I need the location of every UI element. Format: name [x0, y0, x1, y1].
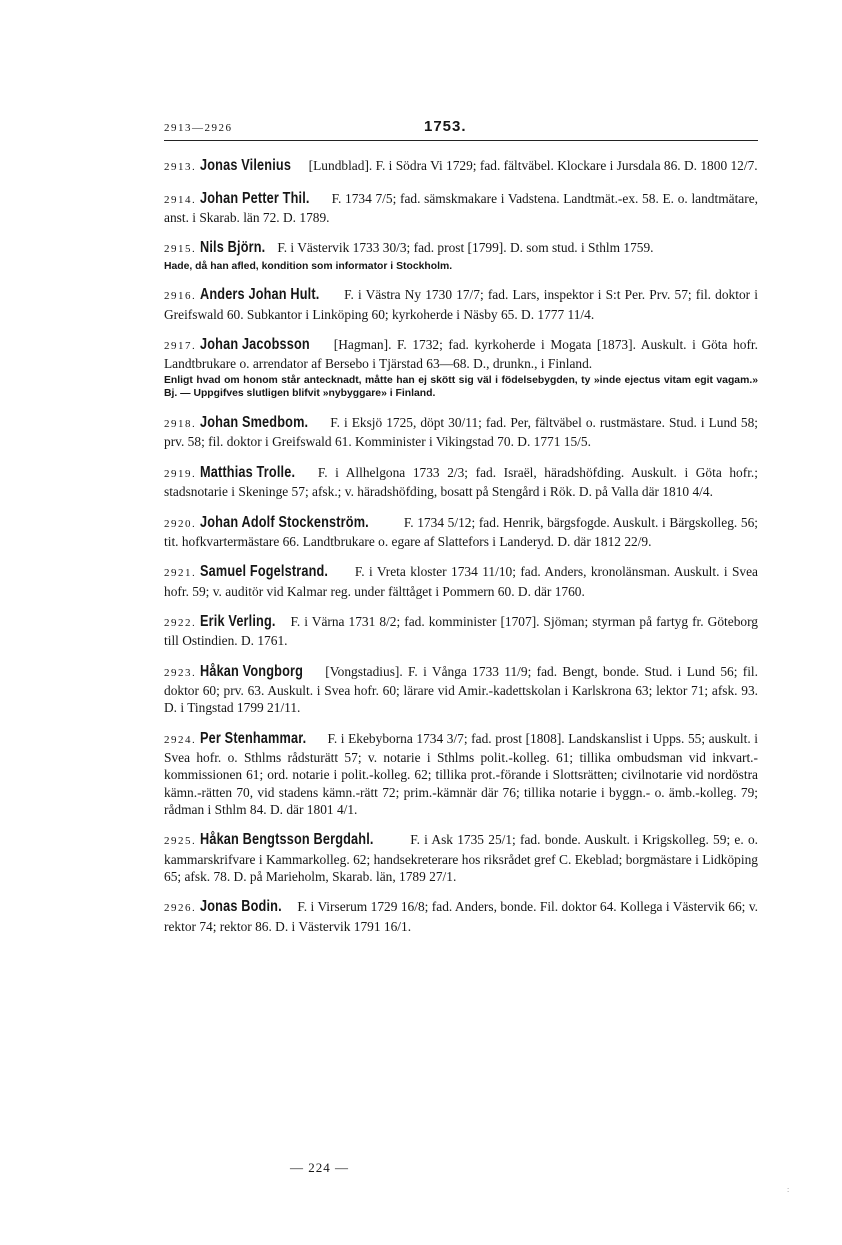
entry-text: F. 1734 5/12; fad. Henrik, bärgsfogde. Auskult. i Bärgskolleg. 56; tit. hofkvartermästare 66. Landtbrukare o. egare af Slattefors i Landeryd. D. där 1812 22/9.	[164, 514, 758, 549]
entry-note: Hade, då han afled, kondition som informator i Stockholm.	[164, 260, 453, 272]
running-header	[164, 118, 758, 141]
entry-text: F. i Västervik 1733 30/3; fad. prost [1799]. D. som stud. i Sthlm 1759.	[273, 240, 654, 256]
entry-2920: 2920. Johan Adolf Stockenström. F. 1734 5/12; fad. Henrik, bärgsfogde. Auskult. i Bärgskolleg. 56; tit. hofkvartermästare 66. Landtbrukare o. egare af Slattefors i Landeryd. D. där 1812 22/9.	[164, 513, 758, 549]
folio-number: 1753.	[424, 118, 467, 135]
entry-name: Håkan Vongborg	[200, 663, 304, 681]
entry-list	[164, 157, 758, 935]
entry-name: Erik Verling.	[200, 613, 276, 631]
entry-name: Jonas Bodin.	[200, 898, 283, 916]
entry-2918: 2918. Johan Smedbom. F. i Eksjö 1725, döpt 30/11; fad. Per, fältväbel o. rustmästare. Stud. i Lund 58; prv. 58; fil. doktor i Greifswald 61. Komminister i Vikingstad 70. D. 1771 15/5.	[164, 414, 758, 450]
entry-name: Johan Petter Thil.	[200, 189, 310, 207]
entry-note: Enligt hvad om honom står antecknadt, måtte han ej skött sig väl i födelsebygden, ty »inde ejectus vitam egit vagam.» Bj. — Uppgifves slutligen blifvit »nybyggare» i Finland.	[164, 374, 758, 400]
entry-name: Johan Jacobsson	[200, 336, 311, 354]
entry-text: [Vongstadius]. F. i Vånga 1733 11/9; fad. Bengt, bonde. Stud. i Lund 56; fil. doktor 60; prv. 63. Auskult. i Svea hofr. 60; lärare vid Amir.-kadettskolan i Karlskrona 63; lektor 71; afsk. 93. D. i Tingstad 1799 21/11.	[164, 664, 758, 716]
entry-2914: 2914. Johan Petter Thil. F. 1734 7/5; fad. sämskmakare i Vadstena. Landtmät.-ex. 58. E. o. landtmätare, anst. i Skarab. län 72. D. 1789.	[164, 189, 758, 225]
entry-text: F. i Ekebyborna 1734 3/7; fad. prost [1808]. Landskanslist i Upps. 55; auskult. i Svea hofr. o. Sthlms rådsturätt 57; v. notarie i Sthlms polit.-kolleg. 61; tillika ombudsman vid inkvart.-kommissionen 61; ord. notarie i polit.-kolleg. 62; tillika prot.-förande i Slottsrätten; civilnotarie vid nordöstra kämn.-rätten 70, vid stadens kämn.-rätt 72; prim.-kämnär där 76; tillika notarie i byggn.- o. ämb.-kolleg. 79; rådman i Sthlm 84. D. där 1801 4/1.	[164, 731, 758, 817]
entry-text: [Lundblad]. F. i Södra Vi 1729; fad. fältväbel. Klockare i Jursdala 86. D. 1800 12/7.	[305, 158, 758, 173]
margin-mark: :	[787, 1185, 790, 1194]
entry-text: [Hagman]. F. 1732; fad. kyrkoherde i Mogata [1873]. Auskult. i Göta hofr. Landtbrukare o. arrendator af Bersebo i Tjärstad 63—68. D., drunkn., i Finland.	[164, 337, 758, 372]
entry-2923: 2923. Håkan Vongborg [Vongstadius]. F. i Vånga 1733 11/9; fad. Bengt, bonde. Stud. i Lund 56; fil. doktor 60; prv. 63. Auskult. i Svea hofr. 60; lärare vid Amir.-kadettskolan i Karlskrona 63; lektor 71; afsk. 93. D. i Tingstad 1799 21/11.	[164, 663, 758, 716]
page-number: — 224 —	[290, 1160, 349, 1175]
entry-text: F. i Vreta kloster 1734 11/10; fad. Anders, kronolänsman. Auskult. i Svea hofr. 59; v. auditör vid Kalmar reg. under fälttåget i Pommern 60. D. där 1760.	[164, 564, 758, 599]
entry-name: Samuel Fogelstrand.	[200, 563, 329, 581]
entry-2926: 2926. Jonas Bodin. F. i Virserum 1729 16/8; fad. Anders, bonde. Fil. doktor 64. Kollega i Västervik 66; v. rektor 74; rektor 86. D. i Västervik 1791 16/1.	[164, 898, 758, 934]
entry-2917: 2917. Johan Jacobsson [Hagman]. F. 1732; fad. kyrkoherde i Mogata [1873]. Auskult. i Göta hofr. Landtbrukare o. arrendator af Bersebo i Tjärstad 63—68. D., drunkn., i Finland. Enligt hvad om honom står antecknadt, måtte han ej skött sig väl i födelsebygden, ty »inde ejectus vitam egit vagam.» Bj. — Uppgifves slutligen blifvit »nybyggare» i Finland.	[164, 336, 758, 400]
entry-text: F. i Virserum 1729 16/8; fad. Anders, bonde. Fil. doktor 64. Kollega i Västervik 66; v. rektor 74; rektor 86. D. i Västervik 1791 16/1.	[164, 899, 758, 934]
entry-name: Johan Smedbom.	[200, 414, 309, 432]
entry-2921: 2921. Samuel Fogelstrand. F. i Vreta kloster 1734 11/10; fad. Anders, kronolänsman. Auskult. i Svea hofr. 59; v. auditör vid Kalmar reg. under fälttåget i Pommern 60. D. där 1760.	[164, 563, 758, 599]
entry-name: Nils Björn.	[200, 239, 266, 257]
entry-name: Jonas Vilenius	[200, 157, 292, 174]
entry-name: Johan Adolf Stockenström.	[200, 513, 370, 531]
entry-2913: 2913. Jonas Vilenius [Lundblad]. F. i Södra Vi 1729; fad. fältväbel. Klockare i Jursdala 86. D. 1800 12/7.	[164, 157, 758, 174]
entry-text: F. i Ask 1735 25/1; fad. bonde. Auskult. i Krigskolleg. 59; e. o. kammarskrifvare i Kammarkolleg. 62; handsekreterare hos riksrådet gref C. Ekeblad; borgmästare i Lidköping 65; afsk. 78. D. på Marieholm, Skarab. län, 1789 27/1.	[164, 832, 758, 884]
entry-text: F. i Eksjö 1725, döpt 30/11; fad. Per, fältväbel o. rustmästare. Stud. i Lund 58; prv. 58; fil. doktor i Greifswald 61. Komminister i Vikingstad 70. D. 1771 15/5.	[164, 415, 758, 450]
entry-text: F. 1734 7/5; fad. sämskmakare i Vadstena. Landtmät.-ex. 58. E. o. landtmätare, anst. i Skarab. län 72. D. 1789.	[164, 190, 758, 225]
entry-text: F. i Västra Ny 1730 17/7; fad. Lars, inspektor i S:t Per. Prv. 57; fil. doktor i Greifswald 60. Subkantor i Linköping 60; kyrkoherde i Näsby 65. D. 1777 11/4.	[164, 287, 758, 322]
document-page	[164, 118, 758, 941]
entry-2922: 2922. Erik Verling. F. i Värna 1731 8/2; fad. komminister [1707]. Sjöman; styrman på fartyg fr. Göteborg till Ostindien. D. 1761.	[164, 613, 758, 649]
entry-2925: 2925. Håkan Bengtsson Bergdahl. F. i Ask 1735 25/1; fad. bonde. Auskult. i Krigskolleg. 59; e. o. kammarskrifvare i Kammarkolleg. 62; handsekreterare hos riksrådet gref C. Ekeblad; borgmästare i Lidköping 65; afsk. 78. D. på Marieholm, Skarab. län, 1789 27/1.	[164, 831, 758, 884]
entry-name: Matthias Trolle.	[200, 463, 296, 481]
entry-text: F. i Allhelgona 1733 2/3; fad. Israël, häradshöfding. Auskult. i Göta hofr.; stadsnotarie i Skeninge 57; afsk.; v. häradshöfding, bosatt på Stengård i Rök. D. på Valla där 1810 4/4.	[164, 464, 758, 500]
entry-2924: 2924. Per Stenhammar. F. i Ekebyborna 1734 3/7; fad. prost [1808]. Landskanslist i Upps. 55; auskult. i Svea hofr. o. Sthlms rådsturätt 57; v. notarie i Sthlms polit.-kolleg. 61; tillika ombudsman vid inkvart.-kommissionen 61; ord. notarie i polit.-kolleg. 62; tillika prot.-förande i Slottsrätten; civilnotarie vid nordöstra kämn.-rätten 70, vid stadens kämn.-rätt 72; prim.-kämnär där 76; tillika notarie i byggn.- o. ämb.-kolleg. 79; rådman i Sthlm 84. D. där 1801 4/1.	[164, 730, 758, 817]
entry-name: Per Stenhammar.	[200, 730, 307, 748]
entry-2919: 2919. Matthias Trolle. F. i Allhelgona 1733 2/3; fad. Israël, häradshöfding. Auskult. i Göta hofr.; stadsnotarie i Skeninge 57; afsk.; v. häradshöfding, bosatt på Stengård i Rök. D. på Valla där 1810 4/4.	[164, 463, 758, 500]
entry-range: 2913—2926	[164, 122, 233, 134]
entry-2916: 2916. Anders Johan Hult. F. i Västra Ny 1730 17/7; fad. Lars, inspektor i S:t Per. Prv. 57; fil. doktor i Greifswald 60. Subkantor i Linköping 60; kyrkoherde i Näsby 65. D. 1777 11/4.	[164, 286, 758, 322]
entry-name: Håkan Bengtsson Bergdahl.	[200, 831, 374, 849]
entry-2915: 2915. Nils Björn. F. i Västervik 1733 30/3; fad. prost [1799]. D. som stud. i Sthlm 1759. Hade, då han afled, kondition som informator i Stockholm.	[164, 239, 758, 273]
entry-name: Anders Johan Hult.	[200, 286, 320, 304]
entry-text: F. i Värna 1731 8/2; fad. komminister [1707]. Sjöman; styrman på fartyg fr. Göteborg till Ostindien. D. 1761.	[164, 614, 758, 649]
